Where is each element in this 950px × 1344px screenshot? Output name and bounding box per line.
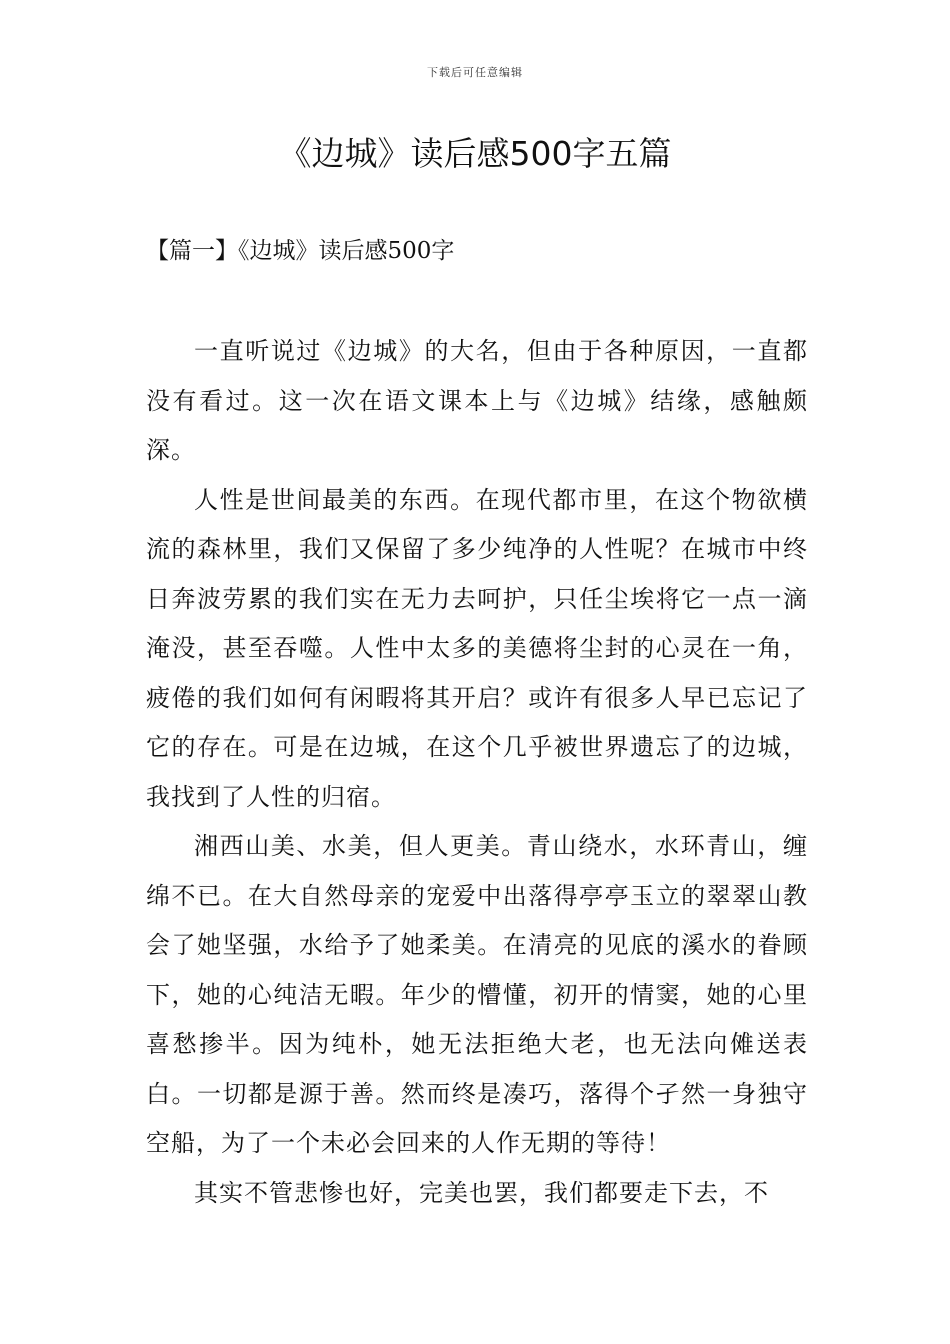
- document-title: 《边城》读后感500字五篇: [278, 134, 672, 173]
- section-heading: 【篇一】《边城》读后感500字: [146, 238, 455, 264]
- paragraph-1: 一直听说过《边城》的大名，但由于各种原因，一直都没有看过。这一次在语文课本上与《边城》结缘，感触颇深。: [146, 337, 808, 464]
- body-text: [146, 327, 808, 1218]
- paragraph-3: 湘西山美、水美，但人更美。青山绕水，水环青山，缠绵不已。在大自然母亲的宠爱中出落得亭亭玉立的翠翠山教会了她坚强，水给予了她柔美。在清亮的见底的溪水的眷顾下，她的心纯洁无暇。年少的懵懂，初开的情窦，她的心里喜愁掺半。因为纯朴，她无法拒绝大老，也无法向傩送表白。一切都是源于善。然而终是凑巧，落得个孑然一身独守空船，为了一个未必会回来的人作无期的等待！: [146, 832, 808, 1157]
- paragraph-2: 人性是世间最美的东西。在现代都市里，在这个物欲横流的森林里，我们又保留了多少纯净的人性呢？在城市中终日奔波劳累的我们实在无力去呵护，只任尘埃将它一点一滴淹没，甚至吞噬。人性中太多的美德将尘封的心灵在一角，疲倦的我们如何有闲暇将其开启？或许有很多人早已忘记了它的存在。可是在边城，在这个几乎被世界遗忘了的边城，我找到了人性的归宿。: [146, 485, 808, 811]
- header-note: 下载后可任意编辑: [427, 66, 523, 79]
- paragraph-4: 其实不管悲惨也好，完美也罢，我们都要走下去，不: [194, 1178, 769, 1207]
